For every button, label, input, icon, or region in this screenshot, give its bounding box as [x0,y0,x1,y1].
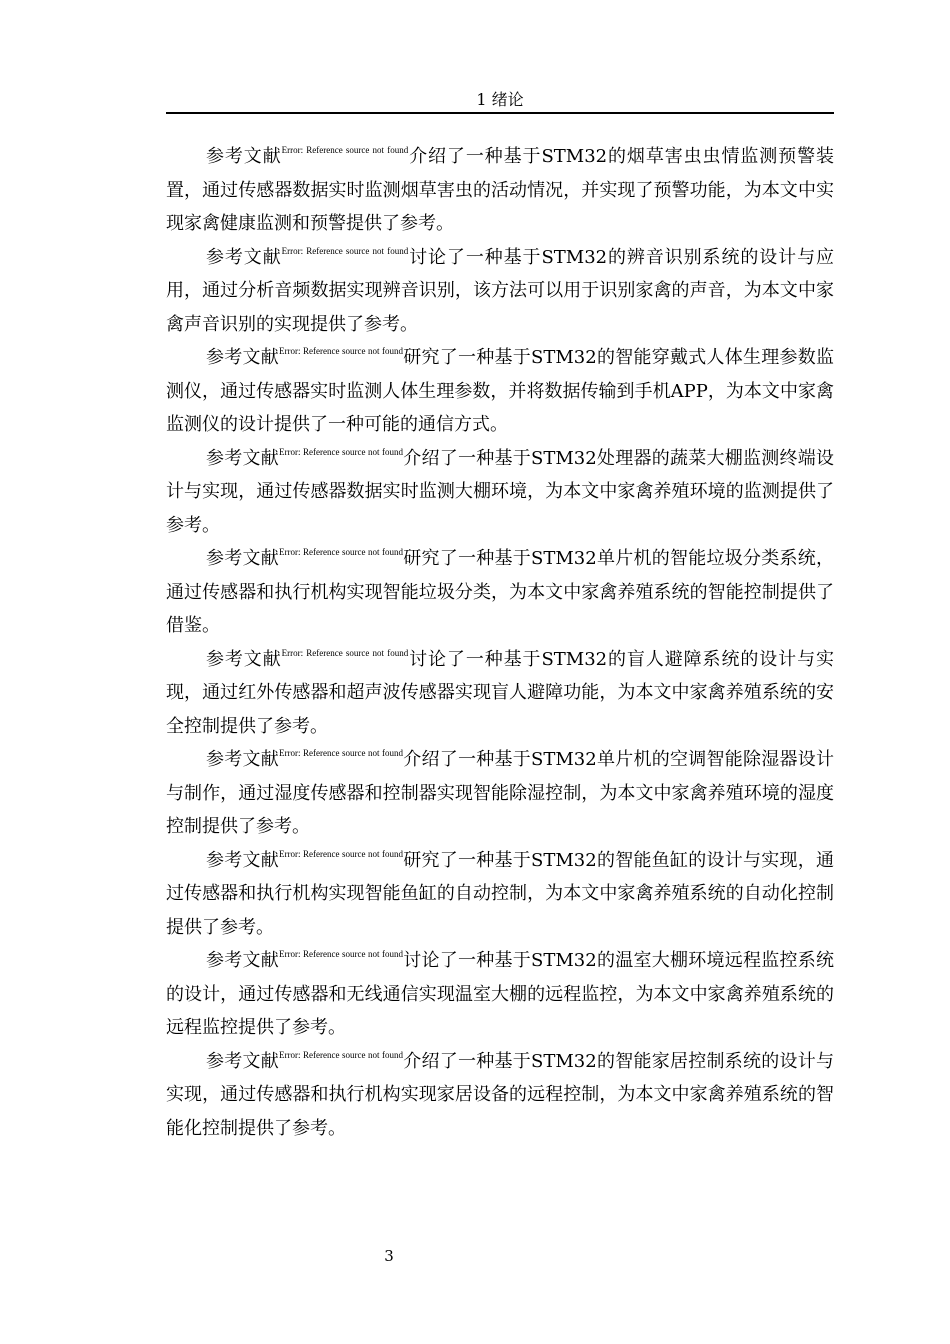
paragraph-lead: 参考文献 [206,347,280,368]
reference-error-marker: Error: Reference source not found [279,848,403,859]
paragraph-10 [166,1045,834,1146]
header-divider [166,112,834,114]
paragraph-text: 介绍了一种基于STM32处理器的蔬菜大棚监测终端设计与实现，通过传感器数据实时监测大棚环境，为本文中家禽养殖环境的监测提供了参考。 [166,447,835,536]
paragraph-lead: 参考文献 [206,648,282,670]
paragraph-text: 讨论了一种基于STM32的辨音识别系统的设计与应用，通过分析音频数据实现辨音识别，该方法可以用于识别家禽的声音，为本文中家禽声音识别的实现提供了参考。 [166,246,834,335]
paragraph-lead: 参考文献 [206,1050,280,1072]
document-body [166,140,834,1145]
paragraph-8 [166,844,834,945]
paragraph-text: 介绍了一种基于STM32的智能家居控制系统的设计与实现，通过传感器和执行机构实现家居设备的远程控制，为本文中家禽养殖系统的智能化控制提供了参考。 [166,1050,835,1139]
paragraph-text: 研究了一种基于STM32的智能鱼缸的设计与实现，通过传感器和执行机构实现智能鱼缸的自动控制，为本文中家禽养殖系统的自动化控制提供了参考。 [166,849,835,938]
reference-error-marker: Error: Reference source not found [279,1049,403,1060]
reference-error-marker: Error: Reference source not found [279,446,403,457]
paragraph-lead: 参考文献 [206,849,280,871]
reference-error-marker: Error: Reference source not found [279,949,403,959]
paragraph-text: 研究了一种基于STM32单片机的智能垃圾分类系统，通过传感器和执行机构实现智能垃圾分类，为本文中家禽养殖系统的智能控制提供了借鉴。 [166,548,835,636]
reference-error-marker: Error: Reference source not found [281,145,409,155]
paragraph-text: 讨论了一种基于STM32的盲人避障系统的设计与实现，通过红外传感器和超声波传感器实现盲人避障功能，为本文中家禽养殖系统的安全控制提供了参考。 [166,648,834,737]
paragraph-text: 研究了一种基于STM32的智能穿戴式人体生理参数监测仪，通过传感器实时监测人体生理参数，并将数据传输到手机APP，为本文中家禽监测仪的设计提供了一种可能的通信方式。 [166,347,835,435]
paragraph-lead: 参考文献 [206,950,280,971]
reference-error-marker: Error: Reference source not found [279,748,403,758]
paragraph-7 [166,743,834,844]
paragraph-lead: 参考文献 [206,749,280,770]
paragraph-5 [166,542,834,643]
paragraph-lead: 参考文献 [206,246,282,268]
paragraph-2 [166,241,834,342]
paragraph-3 [166,341,834,442]
paragraph-9 [166,944,834,1045]
paragraph-1 [166,140,834,241]
reference-error-marker: Error: Reference source not found [281,647,409,658]
paragraph-text: 讨论了一种基于STM32的温室大棚环境远程监控系统的设计，通过传感器和无线通信实现温室大棚的远程监控，为本文中家禽养殖系统的远程监控提供了参考。 [166,950,835,1038]
reference-error-marker: Error: Reference source not found [281,245,409,256]
page-header-title: 1 绪论 [476,90,524,109]
paragraph-4 [166,442,834,543]
paragraph-lead: 参考文献 [206,548,280,569]
paragraph-lead: 参考文献 [206,447,280,469]
reference-error-marker: Error: Reference source not found [279,547,403,557]
paragraph-lead: 参考文献 [206,146,282,167]
reference-error-marker: Error: Reference source not found [279,346,403,356]
paragraph-text: 介绍了一种基于STM32单片机的空调智能除湿器设计与制作，通过湿度传感器和控制器实现智能除湿控制，为本文中家禽养殖环境的湿度控制提供了参考。 [166,749,835,837]
page-number: 3 [384,1247,394,1265]
paragraph-text: 介绍了一种基于STM32的烟草害虫虫情监测预警装置，通过传感器数据实时监测烟草害虫的活动情况，并实现了预警功能，为本文中实现家禽健康监测和预警提供了参考。 [166,146,834,234]
paragraph-6 [166,643,834,744]
